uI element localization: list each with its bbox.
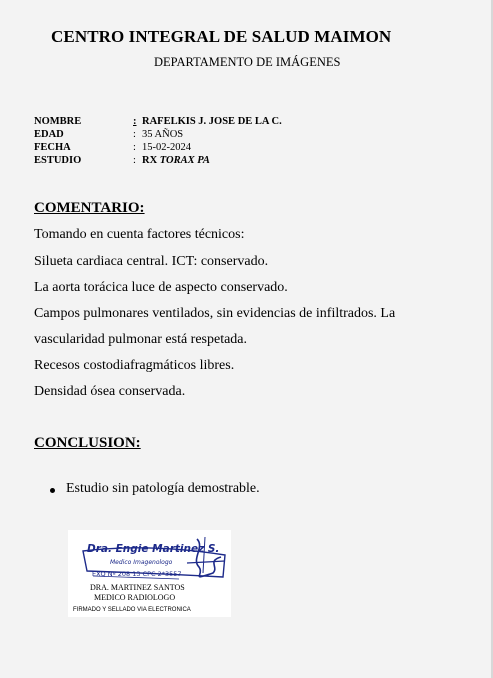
signature-note: FIRMADO Y SELLADO VIA ELECTRONICA	[73, 607, 191, 613]
estudio-view: TORAX PA	[159, 155, 210, 166]
info-separator: :	[133, 129, 136, 140]
bullet-icon	[50, 488, 55, 493]
comment-line: Recesos costodiafragmáticos libres.	[34, 358, 235, 373]
department-subtitle: DEPARTAMENTO DE IMÁGENES	[154, 55, 341, 69]
comentario-heading: COMENTARIO:	[34, 200, 145, 216]
info-value-estudio	[142, 154, 210, 167]
comment-line: La aorta torácica luce de aspecto conservado.	[34, 280, 288, 295]
info-label: NOMBRE	[34, 116, 82, 127]
info-separator: :	[133, 155, 136, 166]
comment-line: Campos pulmonares ventilados, sin evidencias de infiltrados. La	[34, 306, 396, 321]
institution-title: CENTRO INTEGRAL DE SALUD MAIMON	[51, 27, 392, 46]
info-label: ESTUDIO	[34, 155, 82, 166]
info-separator: :	[133, 116, 137, 127]
info-value-fecha: 15-02-2024	[142, 142, 191, 153]
comment-line: vascularidad pulmonar está respetada.	[34, 332, 248, 347]
comment-line: Silueta cardiaca central. ICT: conservado.	[34, 254, 269, 269]
conclusion-item: Estudio sin patología demostrable.	[66, 481, 260, 496]
info-value-nombre: RAFELKIS J. JOSE DE LA C.	[142, 116, 282, 127]
stamp-title: Medico Imagenologo	[110, 559, 173, 566]
signature-block	[68, 530, 231, 617]
info-separator: :	[133, 142, 136, 153]
comment-line: Tomando en cuenta factores técnicos:	[34, 227, 245, 242]
signer-role: MEDICO RADIOLOGO	[94, 593, 176, 602]
signer-name: DRA. MARTINEZ SANTOS	[90, 583, 185, 592]
info-label: EDAD	[34, 129, 64, 140]
info-value-edad: 35 AÑOS	[142, 129, 184, 140]
stamp-registration: EXQ Nº 208 13 CPC 2*3557	[92, 570, 182, 578]
info-label: FECHA	[34, 142, 71, 153]
conclusion-heading: CONCLUSION:	[34, 435, 141, 451]
stamp-name: Dra. Engie Martinez S.	[87, 543, 220, 555]
estudio-type: RX	[142, 155, 158, 166]
comment-line: Densidad ósea conservada.	[34, 384, 186, 399]
